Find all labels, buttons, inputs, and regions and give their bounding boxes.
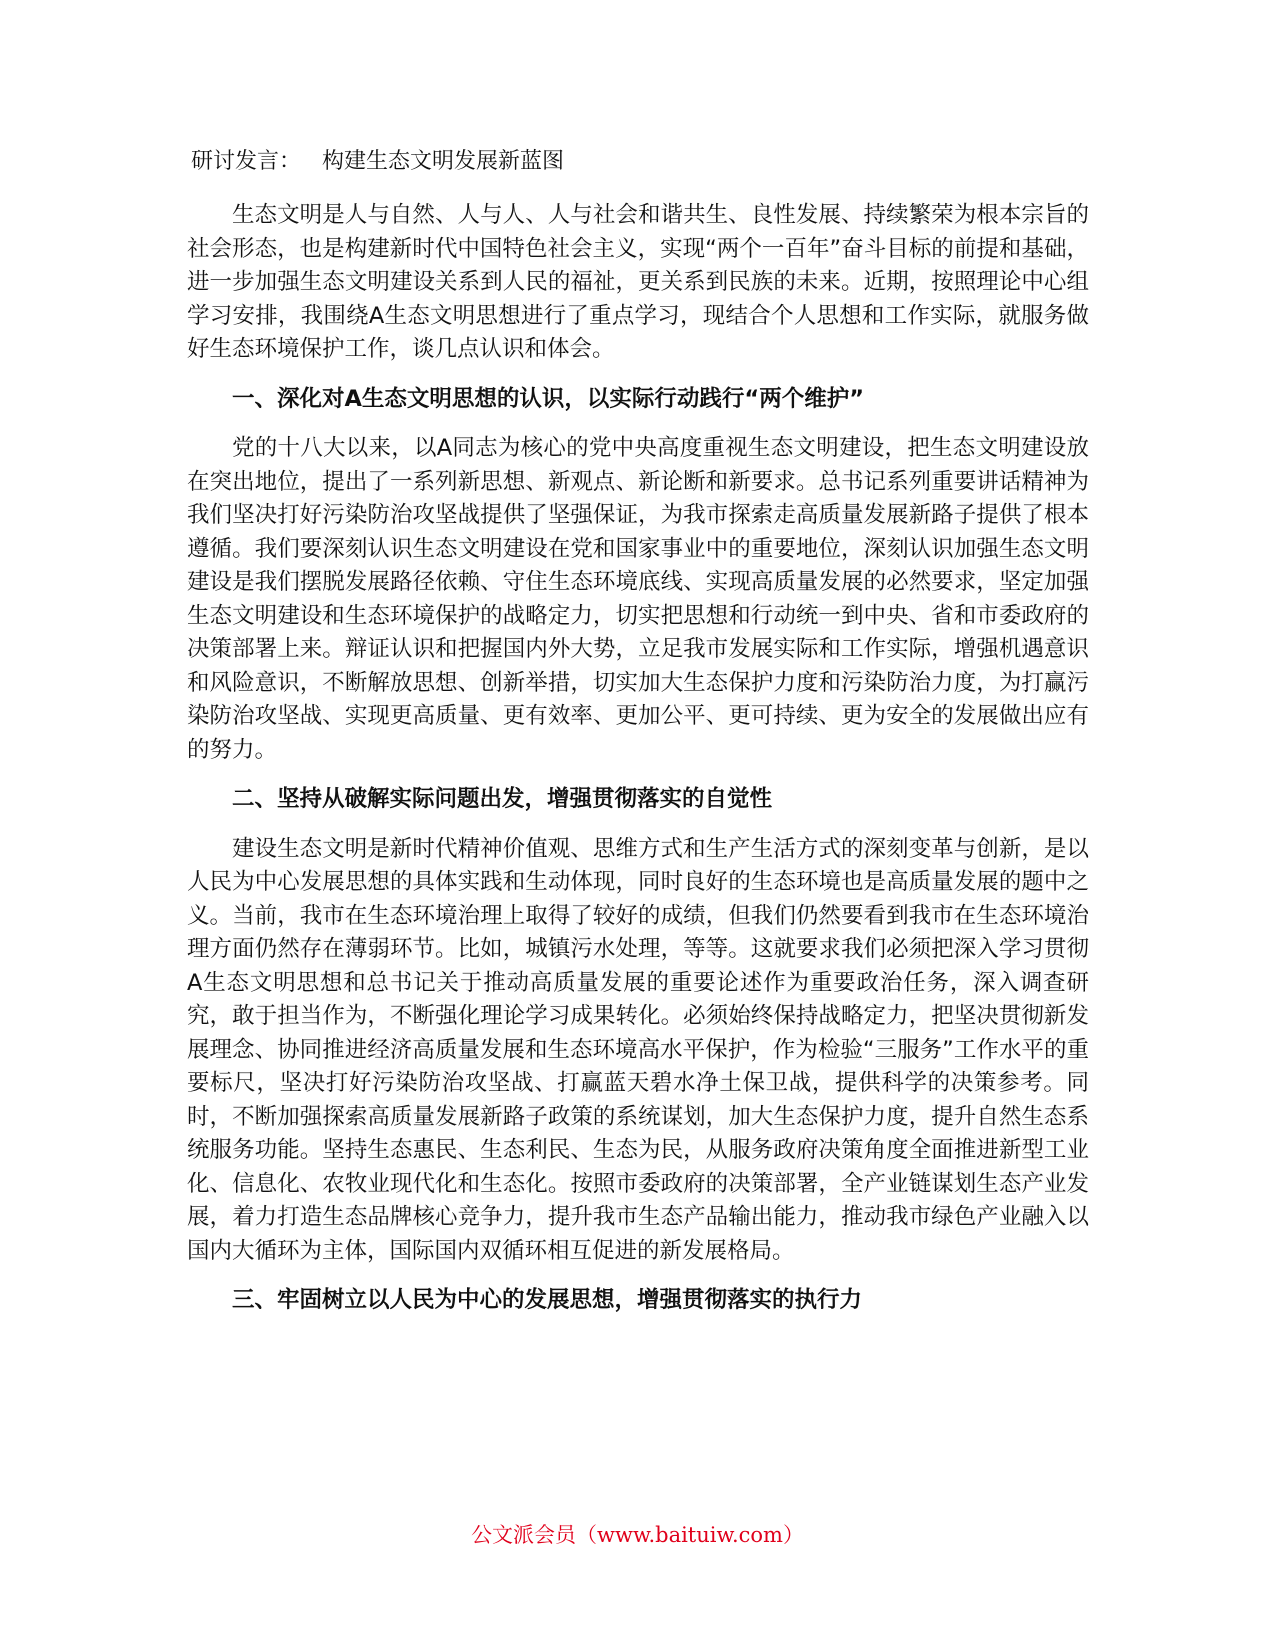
document-title: 研讨发言： 构建生态文明发展新蓝图 <box>191 149 564 174</box>
footer-url-link[interactable]: www.baituiw.com <box>597 1523 783 1547</box>
section-3-heading: 三、牢固树立以人民为中心的发展思想，增强贯彻落实的执行力 <box>232 1287 863 1313</box>
intro-paragraph: 生态文明是人与自然、人与人、人与社会和谐共生、良性发展、持续繁荣为根本宗旨的社会形态，也是构建新时代中国特色社会主义，实现“两个一百年”奋斗目标的前提和基础，进一步加强生态文明建设关系到人民的福祉，更关系到民族的未来。近期，按照理论中心组学习安排，我围绕A生态文明思想进行了重点学习，现结合个人思想和工作实际，就服务做好生态环境保护工作，谈几点认识和体会。 <box>187 202 1089 362</box>
footer-close: ） <box>782 1523 804 1547</box>
footer-watermark <box>0 1520 1275 1550</box>
footer-label: 公文派会员（ <box>471 1523 598 1547</box>
document-page <box>187 145 1089 1334</box>
section-1-heading: 一、深化对A生态文明思想的认识，以实际行动践行“两个维护” <box>232 385 864 412</box>
section-1-body: 党的十八大以来，以A同志为核心的党中央高度重视生态文明建设，把生态文明建设放在突出地位，提出了一系列新思想、新观点、新论断和新要求。总书记系列重要讲话精神为我们坚决打好污染防治攻坚战提供了坚强保证，为我市探索走高质量发展新路子提供了根本遵循。我们要深刻认识生态文明建设在党和国家事业中的重要地位，深刻认识加强生态文明建设是我们摆脱发展路径依赖、守住生态环境底线、实现高质量发展的必然要求，坚定加强生态文明建设和生态环境保护的战略定力，切实把思想和行动统一到中央、省和市委政府的决策部署上来。辩证认识和把握国内外大势，立足我市发展实际和工作实际，增强机遇意识和风险意识，不断解放思想、创新举措，切实加大生态保护力度和污染防治力度，为打赢污染防治攻坚战、实现更高质量、更有效率、更加公平、更可持续、更为安全的发展做出应有的努力。 <box>187 435 1089 763</box>
section-2-body: 建设生态文明是新时代精神价值观、思维方式和生产生活方式的深刻变革与创新，是以人民为中心发展思想的具体实践和生动体现，同时良好的生态环境也是高质量发展的题中之义。当前，我市在生态环境治理上取得了较好的成绩，但我们仍然要看到我市在生态环境治理方面仍然存在薄弱环节。比如，城镇污水处理，等等。这就要求我们必须把深入学习贯彻A生态文明思想和总书记关于推动高质量发展的重要论述作为重要政治任务，深入调查研究，敢于担当作为，不断强化理论学习成果转化。必须始终保持战略定力，把坚决贯彻新发展理念、协同推进经济高质量发展和生态环境高水平保护，作为检验“三服务”工作水平的重要标尺，坚决打好污染防治攻坚战、打赢蓝天碧水净土保卫战，提供科学的决策参考。同时，不断加强探索高质量发展新路子政策的系统谋划，加大生态保护力度，提升自然生态系统服务功能。坚持生态惠民、生态利民、生态为民，从服务政府决策角度全面推进新型工业化、信息化、农牧业现代化和生态化。按照市委政府的决策部署，全产业链谋划生态产业发展，着力打造生态品牌核心竞争力，提升我市生态产品输出能力，推动我市绿色产业融入以国内大循环为主体，国际国内双循环相互促进的新发展格局。 <box>187 835 1089 1264</box>
section-2-heading: 二、坚持从破解实际问题出发，增强贯彻落实的自觉性 <box>232 786 773 812</box>
